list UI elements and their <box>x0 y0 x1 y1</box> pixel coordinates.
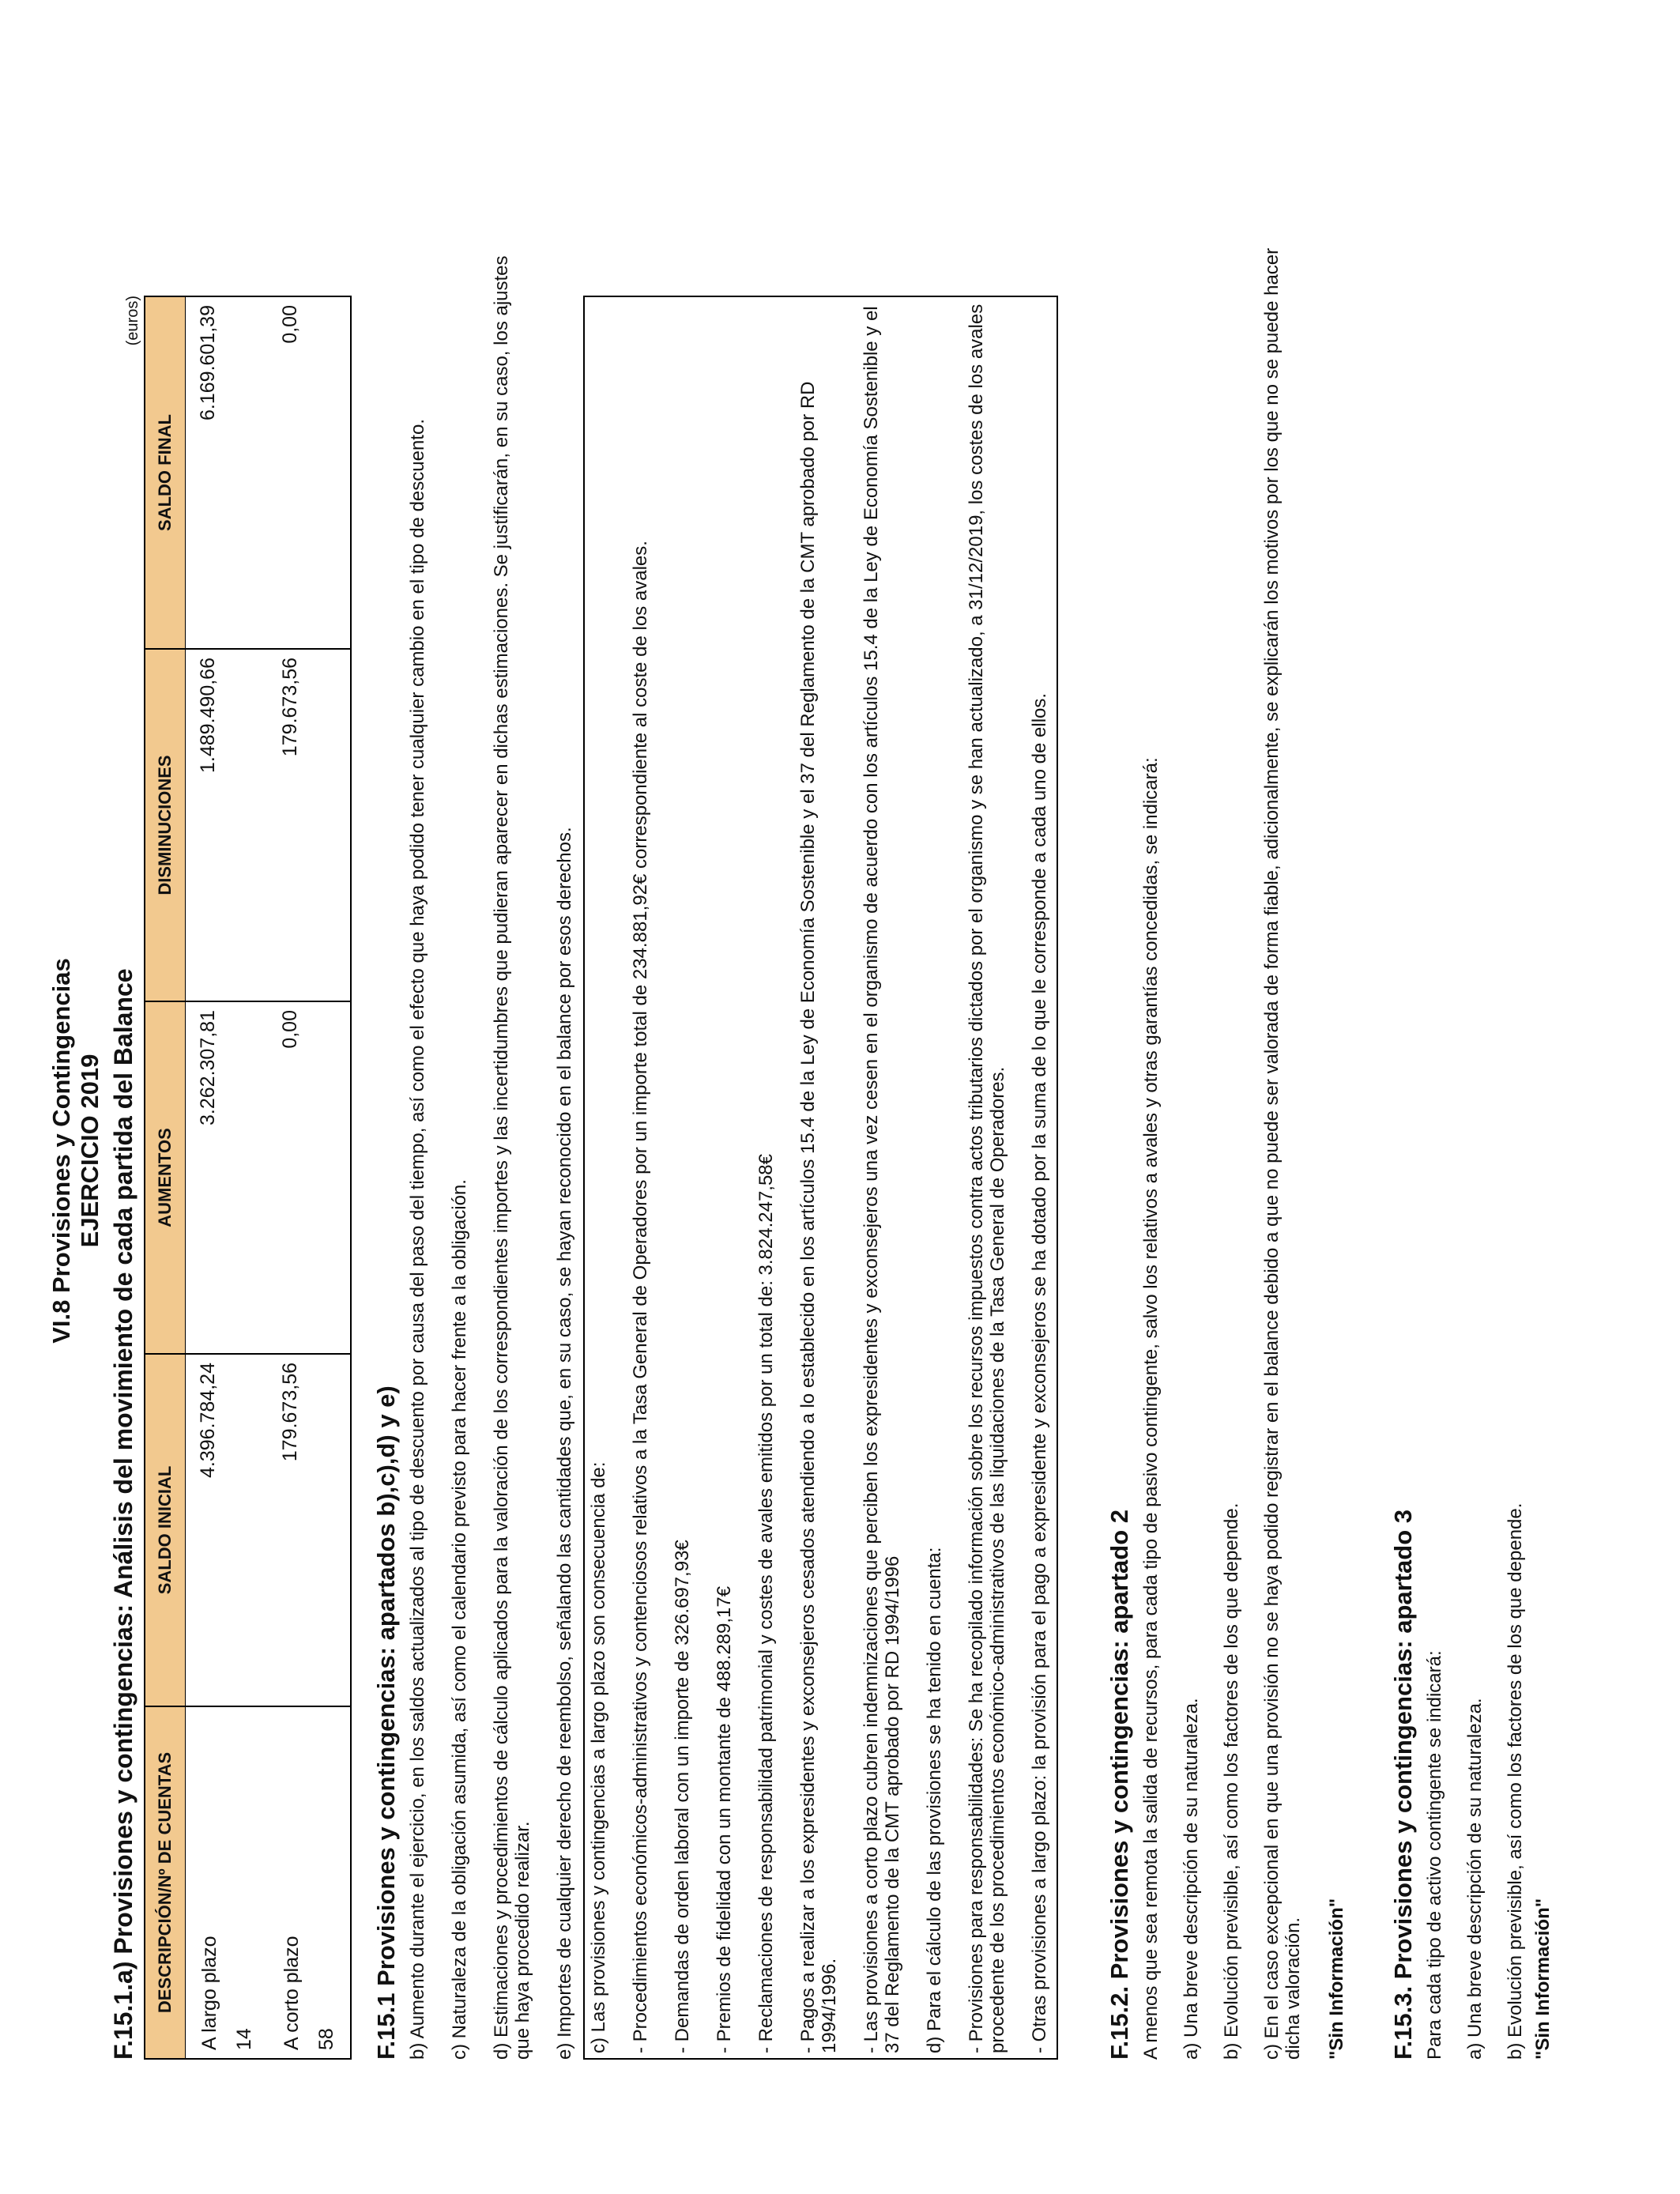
table-row <box>186 296 269 2059</box>
box-item: - Provisiones para responsabilidades: Se ha recopilado información sobre los recursos impuestos contra actos tributarios dictados por el organismo y se han actualizado, a 31/12/2019, los costes de los avales procedente de los procedimientos económico-administrativos de las liquidaciones de la Tasa General de Operadores. <box>966 303 1008 2053</box>
f152-b: b) Evolución previsible, así como los factores de los que depende. <box>1221 1502 1242 2060</box>
page-subtitle: EJERCICIO 2019 <box>76 1054 104 1248</box>
table-header-row <box>145 296 186 2059</box>
section-title-f152: F.15.2. Provisiones y contingencias: apartado 2 <box>1106 1509 1133 2060</box>
box-item: - Las provisiones a corto plazo cubren indemnizaciones que perciben los expresidentes y exconsejeros una vez cesen en el organismo de acuerdo con los artículos 15.4 de la Ley de Economía Sostenible y el 37 del Reglamento de la CMT aprobado por RD 1994/1996 <box>861 306 903 2053</box>
document-content <box>47 242 1554 2060</box>
f153-intro: Para cada tipo de activo contingente se indicará: <box>1424 1650 1445 2060</box>
movement-table <box>144 296 352 2060</box>
box-item: - Demandas de orden laboral con un importe de 326.697,93€ <box>672 1540 693 2053</box>
paragraph-d: d) Estimaciones y procedimientos de cálculo aplicados para la valoración de los correspondientes importes y las incertidumbres que pudieran aparecer en dichas estimaciones. Se justificarán, en su caso, los ajustes que haya procedido realizar. <box>491 255 533 2060</box>
table-row <box>268 296 351 2059</box>
row-description <box>268 1706 351 2059</box>
cell-saldo-final: 6.169.601,39 <box>186 296 269 649</box>
page-title: VI.8 Provisiones y Contingencias <box>47 958 75 1344</box>
f153-b: b) Evolución previsible, así como los factores de los que depende. <box>1505 1502 1526 2060</box>
f152-note: "Sin Información" <box>1326 1898 1347 2060</box>
row-label: A corto plazo <box>281 1936 303 2050</box>
box-item: - Otras provisiones a largo plazo: la provisión para el pago a expresidente y exconsejeros se ha dotado por la suma de lo que le corresponde a cada uno de ellos. <box>1029 692 1050 2053</box>
box-item: - Procedimientos económicos-administrativos y contenciosos relativos a la Tasa General de Operadores por un importe total de 234.881,92€ correspondiente al coste de los avales. <box>630 541 651 2053</box>
paragraph-e: e) Importes de cualquier derecho de reembolso, señalando las cantidades que, en su caso, se hayan reconocido en el balance por esos derechos. <box>554 827 575 2060</box>
provisions-detail-box <box>583 296 1058 2060</box>
f152-a: a) Una breve descripción de su naturaleza. <box>1181 1698 1202 2060</box>
f153-a: a) Una breve descripción de su naturaleza. <box>1464 1698 1486 2060</box>
cell-saldo-inicial: 4.396.784,24 <box>186 1354 269 1706</box>
row-account: 58 <box>315 2028 337 2050</box>
units-label: (euros) <box>124 296 141 346</box>
cell-disminuciones: 179.673,56 <box>268 649 351 1001</box>
column-header: DISMINUCIONES <box>145 649 186 1001</box>
cell-saldo-final: 0,00 <box>268 296 351 649</box>
box-item: d) Para el cálculo de las provisiones se ha tenido en cuenta: <box>924 1547 945 2053</box>
paragraph-c: c) Naturaleza de la obligación asumida, así como el calendario previsto para hacer frente a la obligación. <box>449 1179 470 2060</box>
box-intro: c) Las provisiones y contingencias a largo plazo son consecuencia de: <box>588 1461 609 2053</box>
column-header: AUMENTOS <box>145 1001 186 1354</box>
cell-disminuciones: 1.489.490,66 <box>186 649 269 1001</box>
box-item: - Premios de fidelidad con un montante de 488.289,17€ <box>714 1585 735 2053</box>
cell-saldo-inicial: 179.673,56 <box>268 1354 351 1706</box>
section-title-f153: F.15.3. Provisiones y contingencias: apartado 3 <box>1389 1509 1417 2060</box>
box-item: - Reclamaciones de responsabilidad patrimonial y costes de avales emitidos por un total de: 3.824.247,58€ <box>755 1153 777 2053</box>
column-header: SALDO FINAL <box>145 296 186 649</box>
row-description <box>186 1706 269 2059</box>
column-header: DESCRIPCIÓN/Nº DE CUENTAS <box>145 1706 186 2059</box>
box-item: - Pagos a realizar a los expresidentes y exconsejeros cesados atendiendo a lo establecido en los artículos 15.4 de la Ley de Economía Sostenible y el 37 del Reglamento de la CMT aprobado por RD 1994/1996. <box>797 381 840 2053</box>
f153-note: "Sin Información" <box>1532 1898 1554 2060</box>
row-label: A largo plazo <box>198 1936 220 2050</box>
column-header: SALDO INICIAL <box>145 1354 186 1706</box>
cell-aumentos: 3.262.307,81 <box>186 1001 269 1354</box>
row-account: 14 <box>233 2028 255 2050</box>
section-title-f151: F.15.1 Provisiones y contingencias: apartados b),c),d) y e) <box>372 1385 400 2060</box>
table-section-title: F.15.1.a) Provisiones y contingencias: Análisis del movimiento de cada partida del Balance <box>109 968 137 2060</box>
f152-intro: A menos que sea remota la salida de recursos, para cada tipo de pasivo contingente, salvo los relativos a avales y otras garantías concedidas, se indicará: <box>1140 757 1162 2060</box>
paragraph-b: b) Aumento durante el ejercicio, en los saldos actualizados al tipo de descuento por causa del paso del tiempo, así como el efecto que haya podido tener cualquier cambio en el tipo de descuento. <box>407 419 428 2060</box>
cell-aumentos: 0,00 <box>268 1001 351 1354</box>
f152-c: c) En el caso excepcional en que una provisión no se haya podido registrar en el balance debido a que no puede ser valorada de forma fiable, adicionalmente, se explicarán los motivos por los que no se puede hacer dicha valoración. <box>1261 247 1304 2060</box>
